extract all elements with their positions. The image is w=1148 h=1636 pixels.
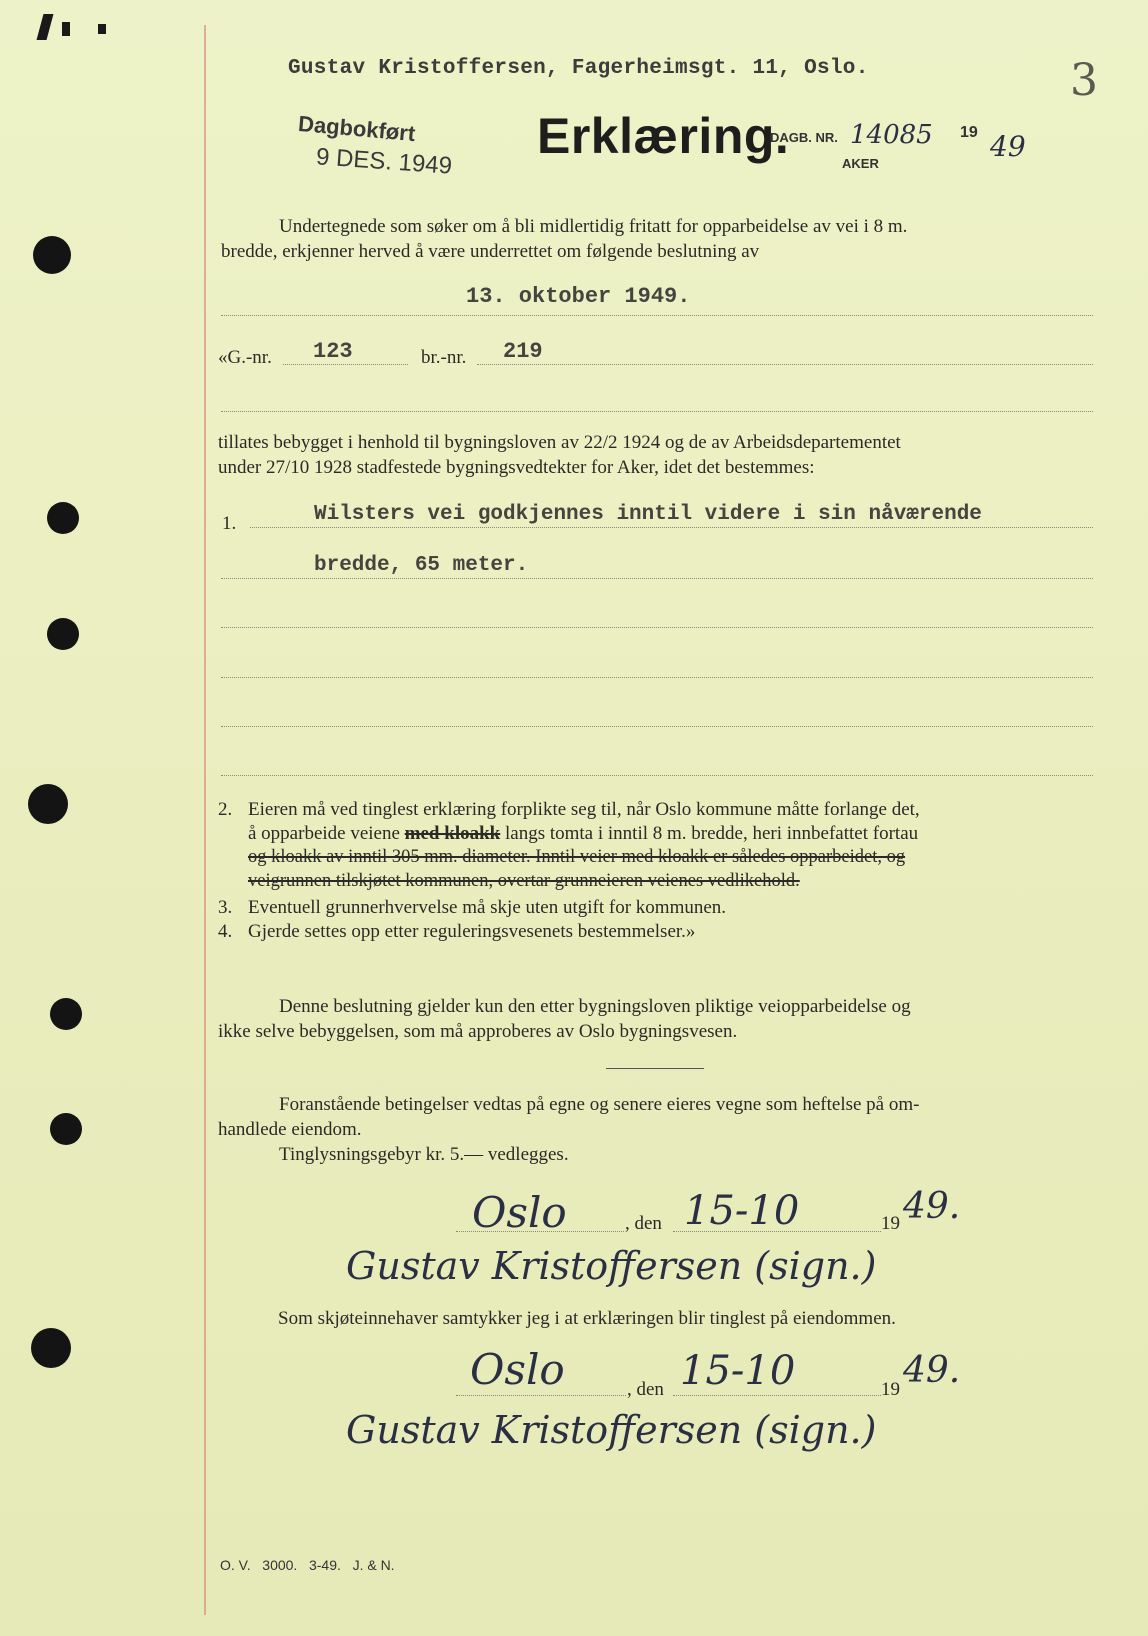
print-footer: O. V. 3000. 3-49. J. & N. (220, 1557, 395, 1573)
closing-line-1: Foranstående betingelser vedtas på egne og senere eieres vegne som heftelse på om- (279, 1094, 920, 1115)
closing-line-2: handlede eiendom. (218, 1119, 362, 1140)
dotted-line (673, 1395, 881, 1396)
gnr-label: «G.-nr. (218, 347, 272, 368)
dotted-line (673, 1231, 881, 1232)
closing-line-3: Tinglysningsgebyr kr. 5.— vedlegges. (279, 1144, 569, 1165)
condition-2-line-2 (248, 823, 918, 845)
bnr-value: 219 (503, 339, 543, 364)
condition-2-struck-text: med kloakk (404, 823, 501, 844)
punch-hole (33, 236, 71, 274)
dotted-line (283, 364, 408, 365)
sign2-place: Oslo (470, 1345, 565, 1394)
dotted-line (250, 527, 1093, 528)
condition-2-number: 2. (218, 799, 233, 820)
separator-rule (606, 1068, 704, 1069)
sign1-year-prefix: 19 (881, 1213, 900, 1234)
condition-2-struck-line-3: og kloakk av inntil 305 mm. diameter. Inntil veier med kloakk er således opparbeidet, og (248, 847, 906, 867)
corner-mark (98, 24, 106, 34)
dotted-line (221, 775, 1093, 776)
received-stamp-date: 9 DES. 1949 (315, 143, 453, 180)
punch-hole (31, 1328, 71, 1368)
sign2-signature: Gustav Kristoffersen (sign.) (346, 1408, 877, 1452)
decision-date: 13. oktober 1949. (466, 284, 691, 309)
condition-2-line-2-start: å opparbeide veiene (248, 823, 400, 844)
sender-line: Gustav Kristoffersen, Fagerheimsgt. 11, Oslo. (288, 57, 869, 80)
margin-line (204, 25, 206, 1615)
punch-hole (50, 1113, 82, 1145)
dotted-line (456, 1231, 624, 1232)
document-title: Erklæring. (537, 108, 790, 164)
dotted-line (456, 1395, 626, 1396)
sign2-year-prefix: 19 (881, 1379, 900, 1400)
punch-hole (47, 502, 79, 534)
condition-2-struck-line-4: veigrunnen tilskjøtet kommunen, overtar grunneieren veienes vedlikehold. (248, 871, 800, 891)
dotted-line (221, 677, 1093, 678)
dotted-line (221, 315, 1093, 316)
condition-3-number: 3. (218, 897, 233, 918)
condition-4-number: 4. (218, 921, 233, 942)
dagb-suffix: 19 (960, 124, 978, 141)
body-line-1: tillates bebygget i henhold til bygningsloven av 22/2 1924 og de av Arbeidsdepartementet (218, 432, 901, 453)
condition-1-line-2: bredde, 65 meter. (314, 554, 529, 577)
condition-2-line-1: Eieren må ved tinglest erklæring forplikte seg til, når Oslo kommune måtte forlange det, (248, 799, 920, 820)
sign2-den-label: , den (627, 1379, 664, 1400)
page-number: 3 (1070, 55, 1098, 106)
note-line-2: ikke selve bebyggelsen, som må approberes av Oslo bygningsvesen. (218, 1021, 738, 1042)
corner-mark (37, 14, 54, 40)
dotted-line (221, 627, 1093, 628)
condition-1-line-1: Wilsters vei godkjennes inntil videre i sin nåværende (314, 503, 982, 526)
sign2-date: 15-10 (680, 1348, 796, 1394)
sign1-den-label: , den (625, 1213, 662, 1234)
sign1-year: 49. (903, 1186, 961, 1227)
received-stamp-label: Dagbokført (297, 110, 417, 147)
dotted-line (477, 364, 1093, 365)
condition-1-number: 1. (222, 513, 237, 534)
body-line-2: under 27/10 1928 stadfestede bygningsvedtekter for Aker, idet det bestemmes: (218, 457, 815, 478)
dotted-line (221, 411, 1093, 412)
sign2-year: 49. (903, 1350, 961, 1391)
intro-line-2: bredde, erkjenner herved å være underrettet om følgende beslutning av (221, 241, 760, 262)
sign1-signature: Gustav Kristoffersen (sign.) (346, 1244, 877, 1288)
punch-hole (47, 618, 79, 650)
punch-hole (50, 998, 82, 1030)
bnr-label: br.-nr. (421, 347, 467, 368)
corner-mark (62, 22, 70, 36)
gnr-value: 123 (313, 339, 353, 364)
punch-hole (28, 784, 68, 824)
consent-statement: Som skjøteinnehaver samtykker jeg i at erklæringen blir tinglest på eiendommen. (278, 1308, 896, 1329)
dotted-line (221, 726, 1093, 727)
dotted-line (221, 578, 1093, 579)
intro-line-1: Undertegnede som søker om å bli midlertidig fritatt for opparbeidelse av vei i 8 m. (279, 216, 908, 237)
note-line-1: Denne beslutning gjelder kun den etter bygningsloven pliktige veiopparbeidelse og (279, 996, 911, 1017)
dagb-number: 14085 (850, 120, 933, 150)
dagb-label: DAGB. NR. (770, 130, 838, 145)
condition-4-text: Gjerde settes opp etter reguleringsvesenets bestemmelser.» (248, 921, 696, 942)
condition-2-line-2-end: langs tomta i inntil 8 m. bredde, heri innbefattet fortau (504, 823, 919, 844)
condition-3-text: Eventuell grunnerhvervelse må skje uten utgift for kommunen. (248, 897, 727, 918)
sign1-date: 15-10 (684, 1188, 800, 1234)
sign1-place: Oslo (472, 1188, 567, 1237)
dagb-place: AKER (842, 156, 879, 171)
dagb-year: 49 (990, 130, 1026, 163)
